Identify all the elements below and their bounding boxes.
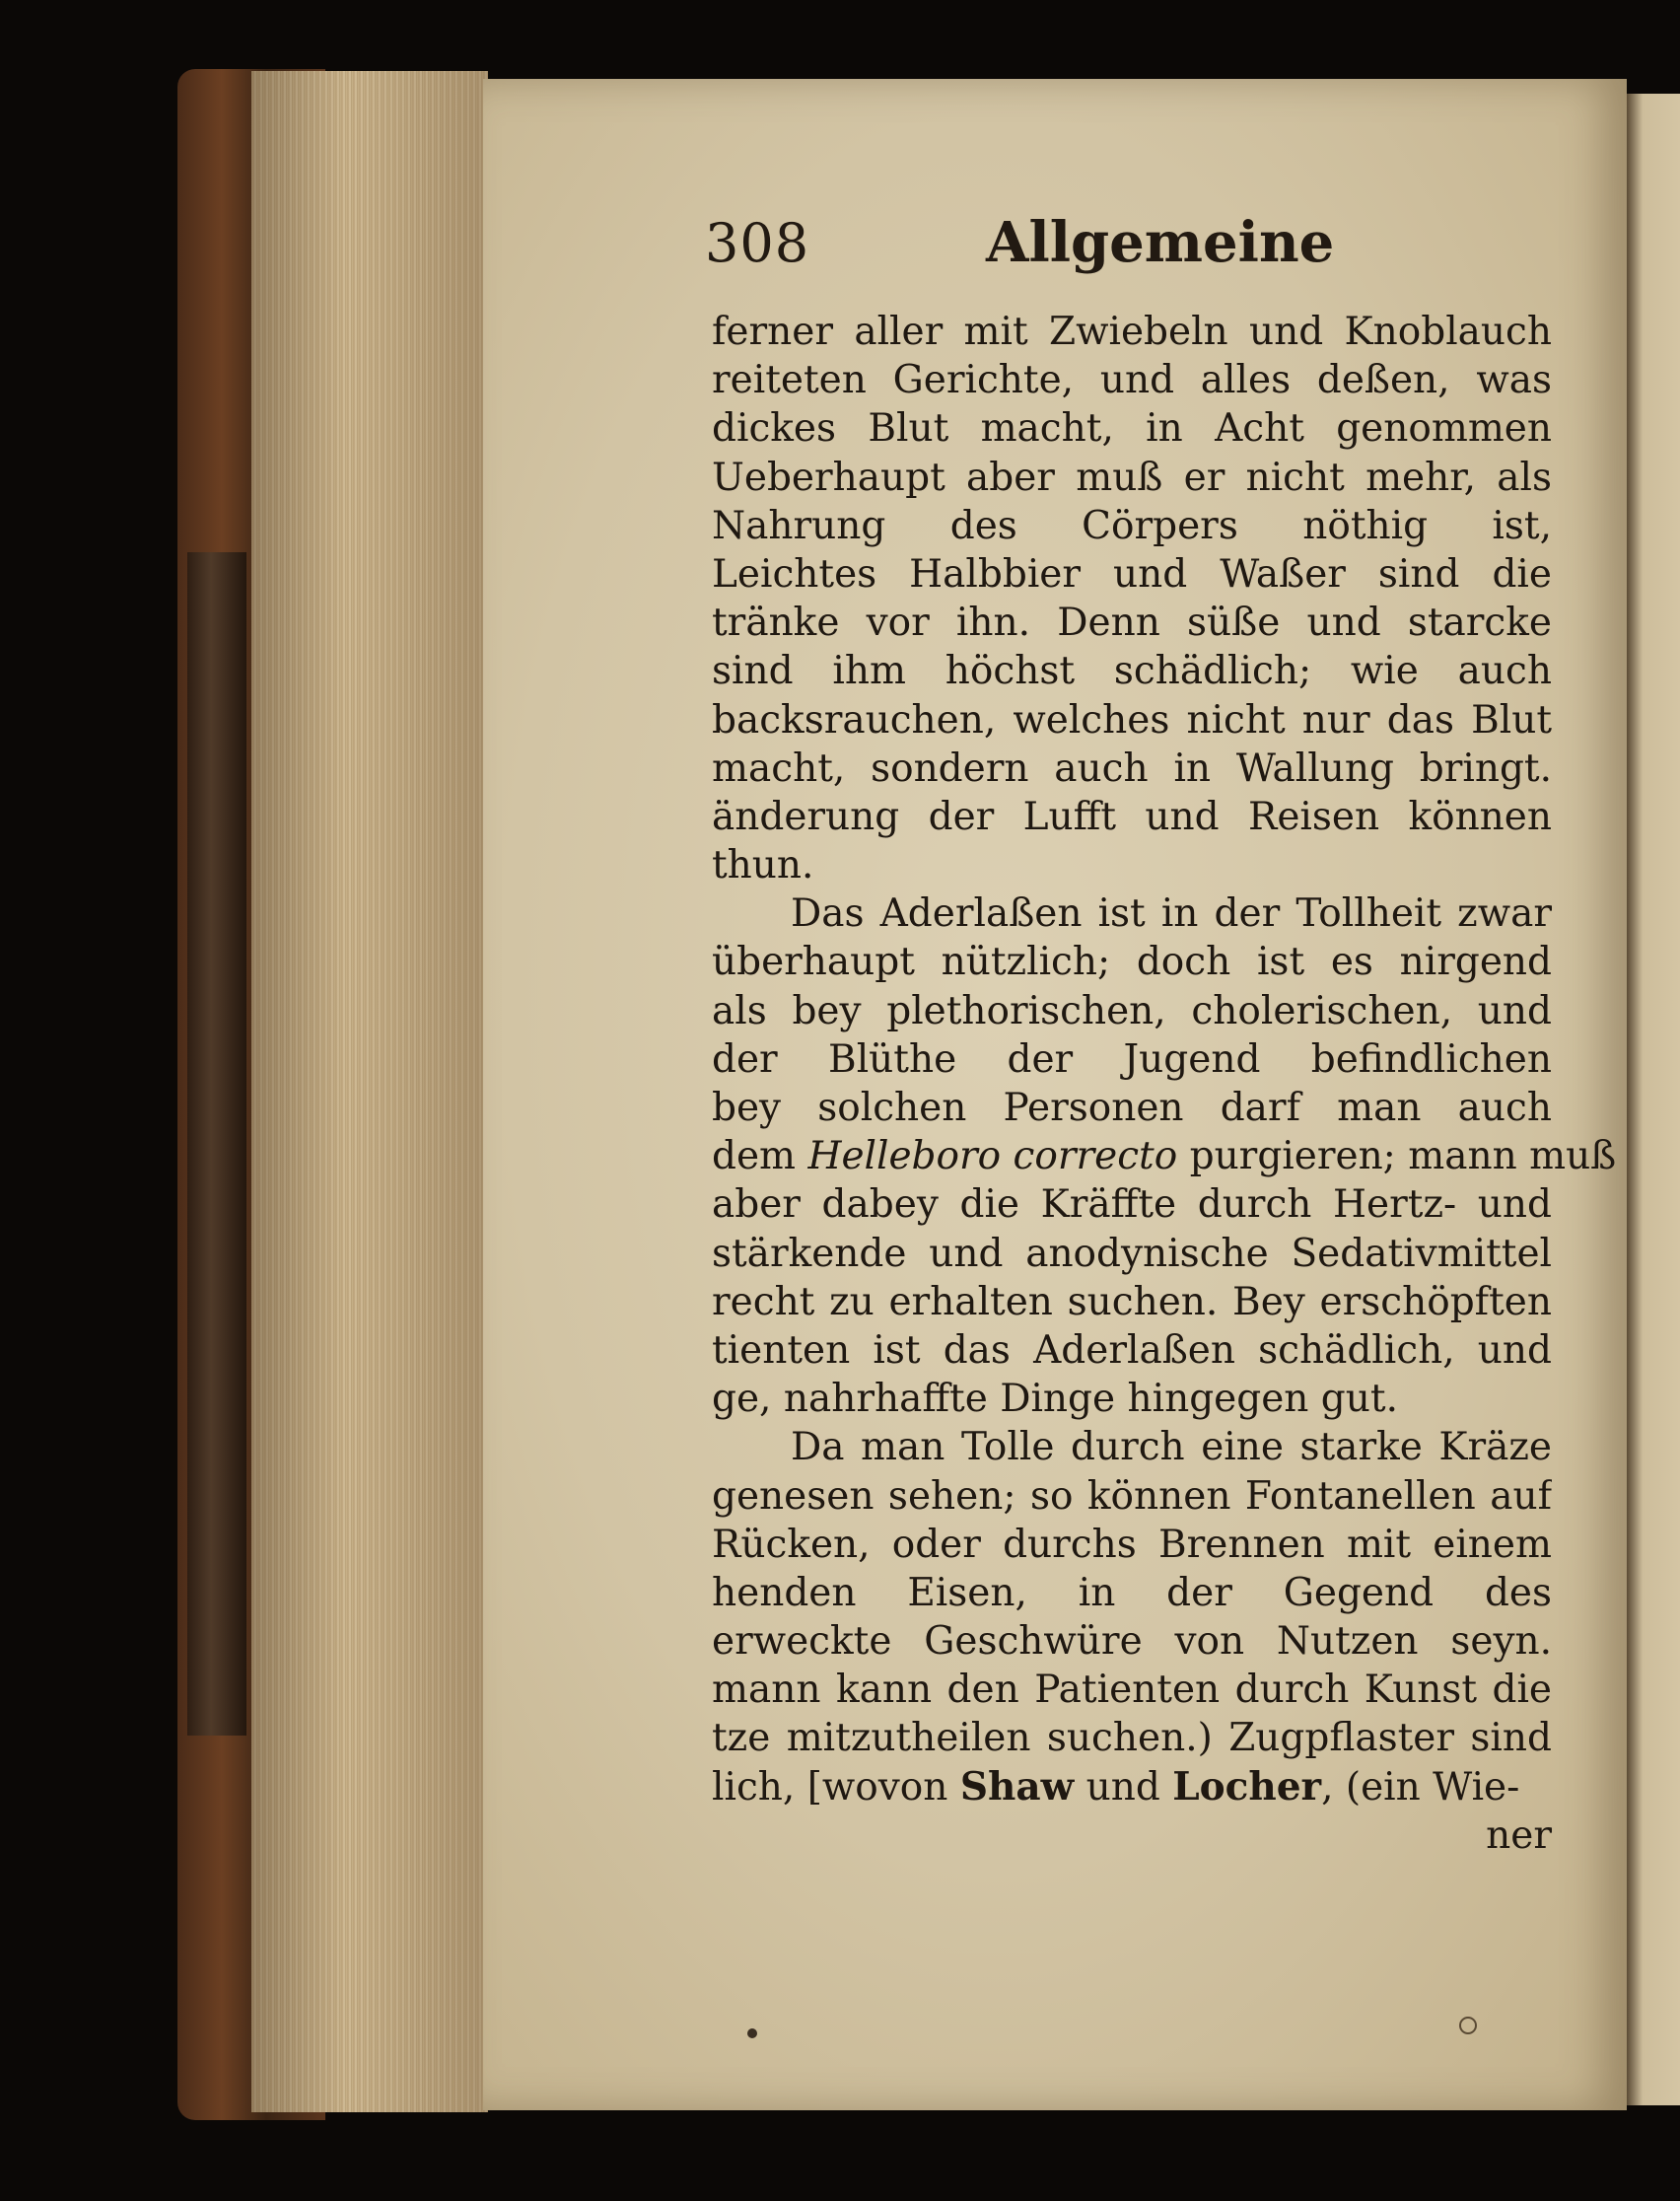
latin-term: Helleboro correcto xyxy=(807,1134,1178,1179)
text-line: macht, sondern auch in Wallung bringt. xyxy=(712,746,1552,791)
text-line: dickes Blut macht, in Acht genommen xyxy=(712,406,1552,452)
page-edges-shade xyxy=(251,71,488,2112)
text-line: recht zu erhalten suchen. Bey erschöpften xyxy=(712,1279,1552,1324)
text-line: der Blüthe der Jugend befindlichen xyxy=(712,1036,1552,1082)
name-locher: Locher xyxy=(1172,1763,1322,1810)
text-line: änderung der Lufft und Reisen können xyxy=(712,794,1552,839)
text-line: backsrauchen, welches nicht nur das Blut xyxy=(712,697,1552,743)
text-line: Nahrung des Cörpers nöthig ist, xyxy=(712,503,1552,548)
names-mid: und xyxy=(1074,1764,1173,1810)
names-pre: lich, [wovon xyxy=(712,1764,960,1810)
running-head: Allgemeine xyxy=(986,210,1335,275)
text-line: ge, nahrhaffte Dinge hingegen gut. xyxy=(712,1377,1398,1422)
text-line: tze mitzutheilen suchen.) Zugpflaster sind xyxy=(712,1716,1552,1761)
text-line: tienten ist das Aderlaßen schädlich, und xyxy=(712,1327,1552,1373)
text-line-names xyxy=(712,1763,1552,1811)
text-line: aber dabey die Kräffte durch Hertz- und xyxy=(712,1182,1552,1228)
text-line: tränke vor ihn. Denn süße und starcke xyxy=(712,601,1552,646)
cover-damage xyxy=(187,552,246,1736)
page-number: 308 xyxy=(705,212,810,274)
facing-page-edge xyxy=(1627,94,1680,2105)
paper-blemish xyxy=(1459,2017,1477,2034)
text-line: ferner aller mit Zwiebeln und Knoblauch xyxy=(712,310,1552,354)
paragraph-start-line: Da man Tolle durch eine starke Kräze xyxy=(791,1425,1552,1470)
text-line: überhaupt nützlich; doch ist es nirgend xyxy=(712,940,1552,985)
ink-spot xyxy=(747,2028,757,2038)
name-shaw: Shaw xyxy=(959,1763,1075,1810)
text-line: genesen sehen; so können Fontanellen auf xyxy=(712,1473,1552,1519)
text-line-latin xyxy=(712,1132,1617,1180)
text-line: Ueberhaupt aber muß er nicht mehr, als xyxy=(712,455,1552,500)
text-line: stärkende und anodynische Sedativmittel xyxy=(712,1231,1552,1276)
text-line: sind ihm höchst schädlich; wie auch xyxy=(712,649,1552,694)
body-text xyxy=(712,308,1617,1860)
latin-pre: dem xyxy=(712,1134,808,1179)
text-line: mann kann den Patienten durch Kunst die xyxy=(712,1668,1552,1713)
text-line: Rücken, oder durchs Brennen mit einem xyxy=(712,1522,1552,1567)
page-header xyxy=(705,212,1553,281)
text-line: erweckte Geschwüre von Nutzen seyn. xyxy=(712,1619,1552,1665)
text-line: Leichtes Halbbier und Waßer sind die xyxy=(712,551,1552,597)
catchword: ner xyxy=(1486,1812,1552,1858)
text-line: reiteten Gerichte, und alles deßen, was xyxy=(712,358,1552,403)
text-line: thun. xyxy=(712,843,814,888)
names-post: , (ein Wie- xyxy=(1321,1764,1520,1810)
paragraph-start-line: Das Aderlaßen ist in der Tollheit zwar xyxy=(791,891,1552,937)
text-line: bey solchen Personen darf man auch xyxy=(712,1086,1552,1130)
text-line: als bey plethorischen, cholerischen, und xyxy=(712,988,1552,1033)
text-line: henden Eisen, in der Gegend des xyxy=(712,1570,1552,1615)
latin-post: purgieren; mann muß xyxy=(1177,1134,1617,1179)
